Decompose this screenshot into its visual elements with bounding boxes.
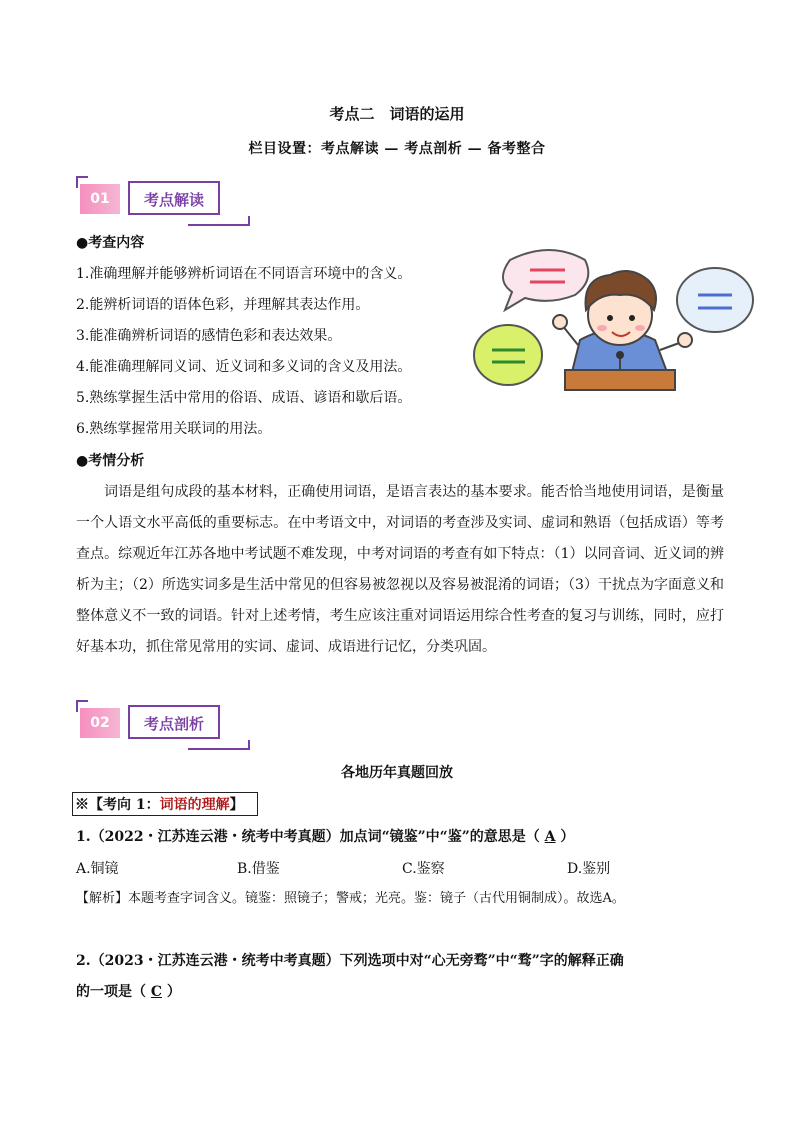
question-close: ） (162, 984, 181, 1000)
analysis-paragraph: 词语是组句成段的基本材料，正确使用词语，是语言表达的基本要求。能否恰当地使用词语，是衡量一个人语文水平高低的重要标志。在中考语文中，对词语的考查涉及实词、虚词和熟语（包括成语）等考查点。综观近年江苏各地中考试题不难发现，中考对词语的考查有如下特点：（1）以同音词、近义词的辨析为主；（2）所选实词多是生活中常见的但容易被忽视以及容易被混淆的词语；（3）干扰点为字面意义和整体意义不一致的词语。针对上述考情，考生应该注重对词语运用综合性考查的复习与训练，同时，应打好基本功，抓住常见常用的实词、虚词、成语进行记忆，分类巩固。 (76, 484, 724, 655)
question-answer: A (544, 829, 556, 845)
question-1-explanation: 【解析】本题考查字词含义。镜鉴：照镜子；警戒；光亮。鉴：镜子（古代用铜制成）。故选A。 (76, 891, 625, 906)
question-close: ） (555, 829, 575, 845)
column-subtitle: 栏目设置：考点解读 — 考点剖析 — 备考整合 (248, 141, 546, 157)
review-heading: 各地历年真题回放 (341, 765, 453, 781)
question-1 (76, 826, 574, 846)
speech-bubble-icon (503, 250, 588, 310)
option-a: A.铜镜 (76, 861, 119, 877)
page-title: 考点二 词语的运用 (329, 105, 465, 123)
question-answer: C (150, 984, 163, 1000)
question-stem-line-2: 的一项是（ (76, 984, 151, 1000)
speech-bubble-icon (677, 268, 753, 332)
content-item: 4.能准确理解同义词、近义词和多义词的含义及用法。 (76, 359, 412, 375)
question-2 (76, 950, 724, 1001)
speech-bubble-icon (474, 325, 542, 385)
section-number: 02 (80, 708, 120, 738)
content-item: 1.准确理解并能够辨析词语在不同语言环境中的含义。 (76, 266, 412, 282)
content-item: 3.能准确辨析词语的感情色彩和表达效果。 (76, 328, 342, 344)
badge-line-decoration (188, 216, 250, 226)
analysis-heading: ●考情分析 (76, 453, 145, 469)
content-item: 6.熟练掌握常用关联词的用法。 (76, 421, 272, 437)
direction-name: 词语的理解 (159, 797, 230, 813)
section-badge-2 (80, 704, 240, 744)
content-item: 2.能辨析词语的语体色彩，并理解其表达作用。 (76, 297, 370, 313)
section-badge-1 (80, 180, 240, 220)
option-c: C.鉴察 (402, 861, 445, 877)
boy-illustration (470, 240, 760, 400)
direction-prefix: ※【考向 1： (75, 797, 160, 813)
option-d: D.鉴别 (567, 861, 611, 877)
direction-suffix: 】 (229, 797, 244, 813)
badge-line-decoration (188, 740, 250, 750)
question-stem-line-1: 2.（2023・江苏连云港・统考中考真题）下列选项中对“心无旁骛”中“骛”字的解释正确 (76, 953, 624, 969)
exam-direction-box (72, 792, 258, 816)
option-b: B.借鉴 (237, 861, 280, 877)
question-stem: 1.（2022・江苏连云港・统考中考真题）加点词“镜鉴”中“鉴”的意思是（ (76, 829, 545, 845)
section-label: 考点剖析 (128, 705, 220, 739)
content-item: 5.熟练掌握生活中常用的俗语、成语、谚语和歇后语。 (76, 390, 412, 406)
section-number: 01 (80, 184, 120, 214)
section-label: 考点解读 (128, 181, 220, 215)
content-heading: ●考查内容 (76, 235, 145, 251)
